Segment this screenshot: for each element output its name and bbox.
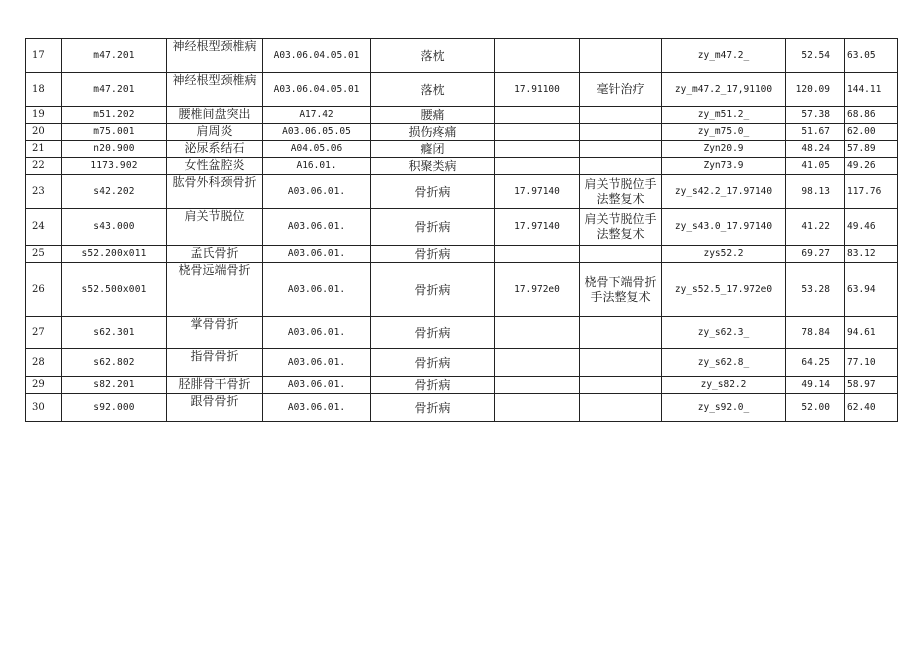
diagnosis-code: m51.202 [62,107,167,124]
diagnosis-name: 泌尿系结石 [167,141,263,158]
treatment-technique: 毫针治疗 [580,73,662,107]
procedure-code: 17.91100 [495,73,580,107]
tcm-diagnosis: 腰痛 [371,107,495,124]
price-secondary: 83.12 [845,246,898,263]
diagnosis-code: s62.802 [62,349,167,377]
procedure-code [495,246,580,263]
category-code: A04.05.06 [263,141,371,158]
diagnosis-code: s92.000 [62,394,167,422]
row-number: 27 [26,317,62,349]
row-number: 28 [26,349,62,377]
treatment-technique [580,377,662,394]
diagnosis-name: 肩关节脱位 [167,209,263,246]
diagnosis-code: s82.201 [62,377,167,394]
price-secondary: 117.76 [845,175,898,209]
treatment-technique [580,317,662,349]
tcm-diagnosis: 落枕 [371,73,495,107]
zy-code: zy_s43.0_17.97140 [662,209,786,246]
row-number: 21 [26,141,62,158]
row-number: 25 [26,246,62,263]
tcm-diagnosis: 骨折病 [371,246,495,263]
tcm-diagnosis: 骨折病 [371,209,495,246]
zy-code: zy_s92.0_ [662,394,786,422]
diagnosis-name: 肩周炎 [167,124,263,141]
diagnosis-name: 腰椎间盘突出 [167,107,263,124]
diagnosis-name: 掌骨骨折 [167,317,263,349]
tcm-diagnosis: 骨折病 [371,317,495,349]
zy-code: Zyn73.9 [662,158,786,175]
tcm-diagnosis: 骨折病 [371,377,495,394]
price-primary: 69.27 [786,246,845,263]
row-number: 19 [26,107,62,124]
category-code: A17.42 [263,107,371,124]
diagnosis-name: 桡骨远端骨折 [167,263,263,317]
zy-code: zy_s62.8_ [662,349,786,377]
zy-code: zy_s82.2 [662,377,786,394]
treatment-technique [580,246,662,263]
table-row [26,209,898,246]
price-secondary: 144.11 [845,73,898,107]
table-row [26,263,898,317]
category-code: A03.06.04.05.01 [263,39,371,73]
procedure-code [495,141,580,158]
diagnosis-code: s52.500x001 [62,263,167,317]
diagnosis-name: 胫腓骨干骨折 [167,377,263,394]
price-primary: 64.25 [786,349,845,377]
price-secondary: 62.00 [845,124,898,141]
procedure-code [495,39,580,73]
row-number: 30 [26,394,62,422]
diagnosis-code: m75.001 [62,124,167,141]
price-secondary: 49.46 [845,209,898,246]
zy-code: zys52.2 [662,246,786,263]
price-secondary: 68.86 [845,107,898,124]
procedure-code: 17.97140 [495,209,580,246]
treatment-technique: 桡骨下端骨折手法整复术 [580,263,662,317]
tcm-diagnosis: 积聚类病 [371,158,495,175]
zy-code: zy_s42.2_17.97140 [662,175,786,209]
price-primary: 120.09 [786,73,845,107]
zy-code: Zyn20.9 [662,141,786,158]
price-primary: 57.38 [786,107,845,124]
tcm-diagnosis: 骨折病 [371,394,495,422]
treatment-technique [580,107,662,124]
price-primary: 41.22 [786,209,845,246]
diagnosis-code: 1173.902 [62,158,167,175]
category-code: A03.06.01. [263,209,371,246]
price-primary: 52.00 [786,394,845,422]
price-primary: 52.54 [786,39,845,73]
table-row [26,107,898,124]
procedure-code: 17.972e0 [495,263,580,317]
price-secondary: 57.89 [845,141,898,158]
row-number: 17 [26,39,62,73]
table-row [26,394,898,422]
procedure-code [495,349,580,377]
procedure-code [495,394,580,422]
table-row [26,141,898,158]
category-code: A03.06.01. [263,246,371,263]
diagnosis-name: 指骨骨折 [167,349,263,377]
category-code: A03.06.01. [263,317,371,349]
diagnosis-code: s42.202 [62,175,167,209]
treatment-technique [580,349,662,377]
price-secondary: 63.05 [845,39,898,73]
tcm-diagnosis: 骨折病 [371,349,495,377]
category-code: A03.06.01. [263,175,371,209]
treatment-technique [580,141,662,158]
table-row [26,175,898,209]
treatment-technique: 肩关节脱位手法整复术 [580,209,662,246]
price-primary: 48.24 [786,141,845,158]
table-row [26,124,898,141]
price-primary: 41.05 [786,158,845,175]
row-number: 23 [26,175,62,209]
price-primary: 49.14 [786,377,845,394]
table-row [26,246,898,263]
diagnosis-code: m47.201 [62,39,167,73]
table-row [26,39,898,73]
table-row [26,349,898,377]
price-primary: 53.28 [786,263,845,317]
zy-code: zy_m47.2_17,91100 [662,73,786,107]
diagnosis-name: 神经根型颈椎病 [167,73,263,107]
procedure-code [495,158,580,175]
diagnosis-name: 孟氏骨折 [167,246,263,263]
price-primary: 51.67 [786,124,845,141]
row-number: 20 [26,124,62,141]
table-body [26,39,898,422]
price-secondary: 94.61 [845,317,898,349]
row-number: 18 [26,73,62,107]
tcm-diagnosis: 损伤疼痛 [371,124,495,141]
category-code: A03.06.01. [263,377,371,394]
row-number: 29 [26,377,62,394]
treatment-technique [580,39,662,73]
pricing-table [25,38,898,422]
row-number: 26 [26,263,62,317]
tcm-diagnosis: 骨折病 [371,263,495,317]
tcm-diagnosis: 癃闭 [371,141,495,158]
diagnosis-code: s52.200x011 [62,246,167,263]
price-primary: 78.84 [786,317,845,349]
diagnosis-name: 神经根型颈椎病 [167,39,263,73]
procedure-code [495,377,580,394]
table-row [26,73,898,107]
category-code: A03.06.01. [263,263,371,317]
diagnosis-name: 女性盆腔炎 [167,158,263,175]
procedure-code [495,124,580,141]
treatment-technique [580,158,662,175]
price-secondary: 77.10 [845,349,898,377]
diagnosis-name: 肱骨外科颈骨折 [167,175,263,209]
category-code: A03.06.04.05.01 [263,73,371,107]
treatment-technique: 肩关节脱位手法整复术 [580,175,662,209]
price-secondary: 58.97 [845,377,898,394]
row-number: 24 [26,209,62,246]
diagnosis-code: s62.301 [62,317,167,349]
category-code: A03.06.05.05 [263,124,371,141]
price-secondary: 63.94 [845,263,898,317]
category-code: A03.06.01. [263,394,371,422]
zy-code: zy_m75.0_ [662,124,786,141]
tcm-diagnosis: 骨折病 [371,175,495,209]
table-row [26,317,898,349]
price-primary: 98.13 [786,175,845,209]
diagnosis-code: n20.900 [62,141,167,158]
zy-code: zy_s52.5_17.972e0 [662,263,786,317]
zy-code: zy_m51.2_ [662,107,786,124]
table-row [26,158,898,175]
zy-code: zy_s62.3_ [662,317,786,349]
procedure-code [495,317,580,349]
diagnosis-code: s43.000 [62,209,167,246]
treatment-technique [580,124,662,141]
diagnosis-code: m47.201 [62,73,167,107]
diagnosis-name: 跟骨骨折 [167,394,263,422]
table-row [26,377,898,394]
zy-code: zy_m47.2_ [662,39,786,73]
tcm-diagnosis: 落枕 [371,39,495,73]
category-code: A03.06.01. [263,349,371,377]
price-secondary: 62.40 [845,394,898,422]
row-number: 22 [26,158,62,175]
category-code: A16.01. [263,158,371,175]
procedure-code [495,107,580,124]
treatment-technique [580,394,662,422]
price-secondary: 49.26 [845,158,898,175]
procedure-code: 17.97140 [495,175,580,209]
